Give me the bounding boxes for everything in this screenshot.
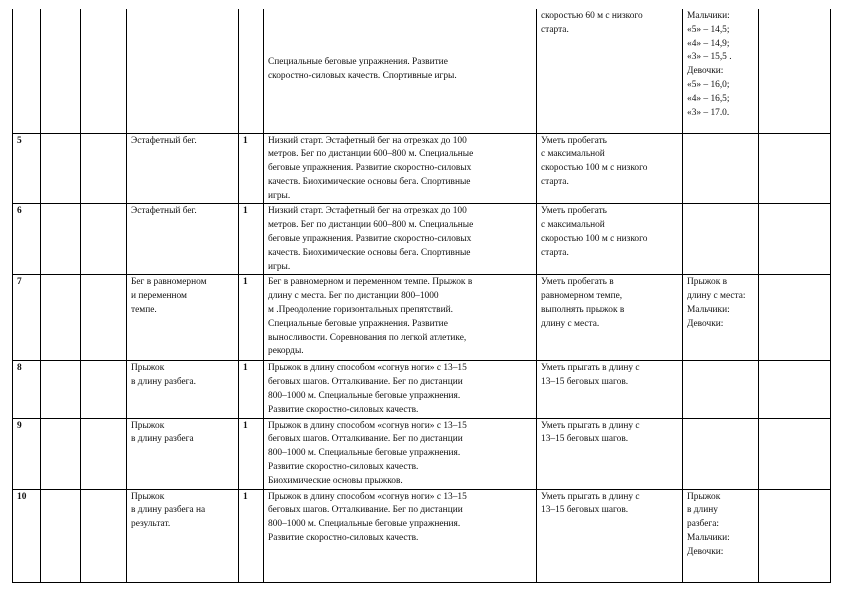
requirement-line: Уметь пробегать в bbox=[541, 277, 614, 288]
lesson-content-line: Специальные беговые упражнения. Развитие bbox=[268, 57, 448, 67]
requirement-line: Уметь пробегать bbox=[541, 206, 607, 217]
hours-cell: 1 bbox=[239, 133, 264, 204]
notes-cell bbox=[759, 489, 831, 582]
norms-cell bbox=[683, 361, 759, 418]
date-plan-cell bbox=[41, 418, 81, 489]
lesson-topic-cell bbox=[127, 133, 239, 204]
lesson-content-line: Низкий старт. Эстафетный бег на отрезках до 100 bbox=[268, 135, 467, 146]
lesson-topic-cell bbox=[127, 418, 239, 489]
norms-cell bbox=[683, 418, 759, 489]
lesson-content-cell bbox=[264, 418, 537, 489]
requirement-line: скоростью 100 м с низкого bbox=[541, 234, 648, 245]
norms-cell bbox=[683, 204, 759, 275]
lesson-content-line: рекорды. bbox=[268, 346, 304, 357]
lesson-content-line: Прыжок в длину способом «согнув ноги» с 13–15 bbox=[268, 420, 467, 431]
lesson-content-line: Бег в равномерном и переменном темпе. Прыжок в bbox=[268, 277, 473, 288]
lesson-topic-cell bbox=[127, 9, 239, 133]
requirement-line: скоростью 100 м с низкого bbox=[541, 163, 648, 174]
norm-line: длину с места: bbox=[687, 291, 746, 302]
lesson-content-line: игры. bbox=[268, 190, 291, 201]
notes-cell bbox=[759, 9, 831, 133]
norm-line: Прыжок bbox=[687, 491, 721, 502]
lesson-plan-table bbox=[12, 9, 831, 583]
date-plan-cell bbox=[41, 275, 81, 361]
table-row bbox=[13, 204, 831, 275]
lesson-number-cell: 8 bbox=[13, 361, 41, 418]
lesson-content-cell bbox=[264, 204, 537, 275]
notes-cell bbox=[759, 275, 831, 361]
table-row bbox=[13, 361, 831, 418]
notes-cell bbox=[759, 133, 831, 204]
date-plan-cell bbox=[41, 489, 81, 582]
lesson-number-cell: 6 bbox=[13, 204, 41, 275]
lesson-content-line: Специальные беговые упражнения. Развитие bbox=[268, 318, 448, 329]
lesson-topic-line: в длину разбега на bbox=[131, 505, 206, 516]
date-fact-cell bbox=[81, 418, 127, 489]
requirement-line: 13–15 беговых шагов. bbox=[541, 505, 629, 516]
lesson-content-line: Биохимические основы прыжков. bbox=[268, 475, 403, 486]
lesson-topic-cell bbox=[127, 361, 239, 418]
norm-line: «3» – 17.0. bbox=[687, 107, 730, 118]
requirements-cell bbox=[537, 361, 683, 418]
lesson-topic-line: Прыжок bbox=[131, 420, 165, 431]
requirements-cell bbox=[537, 489, 683, 582]
lesson-topic-cell bbox=[127, 489, 239, 582]
lesson-content-line: беговые упражнения. Развитие скоростно-силовых bbox=[268, 163, 472, 174]
lesson-topic-cell bbox=[127, 275, 239, 361]
lesson-number-cell: 7 bbox=[13, 275, 41, 361]
lesson-topic-line: Эстафетный бег. bbox=[131, 135, 197, 146]
requirement-line: Уметь прыгать в длину с bbox=[541, 491, 640, 502]
table-row bbox=[13, 489, 831, 582]
lesson-content-cell bbox=[264, 361, 537, 418]
date-fact-cell bbox=[81, 361, 127, 418]
norms-cell bbox=[683, 133, 759, 204]
requirement-line: с максимальной bbox=[541, 149, 605, 160]
norm-line: Прыжок в bbox=[687, 277, 728, 288]
lesson-topic-line: Прыжок bbox=[131, 491, 165, 502]
lesson-content-line: Низкий старт. Эстафетный бег на отрезках до 100 bbox=[268, 206, 467, 217]
table-row bbox=[13, 418, 831, 489]
requirements-cell bbox=[537, 204, 683, 275]
date-plan-cell bbox=[41, 361, 81, 418]
lesson-content-cell bbox=[264, 133, 537, 204]
lesson-content-line: беговых шагов. Отталкивание. Бег по дистанции bbox=[268, 505, 463, 516]
requirement-line: старта. bbox=[541, 247, 569, 258]
requirement-line: Уметь прыгать в длину с bbox=[541, 363, 640, 374]
requirement-line: равномерном темпе, bbox=[541, 291, 623, 302]
lesson-content-cell bbox=[264, 489, 537, 582]
lesson-content-line: метров. Бег по дистанции 600–800 м. Специальные bbox=[268, 220, 474, 231]
norm-line: Мальчики: bbox=[687, 305, 730, 316]
norms-cell bbox=[683, 9, 759, 133]
lesson-content-line: Развитие скоростно-силовых качеств. bbox=[268, 404, 419, 415]
requirement-line: длину с места. bbox=[541, 318, 600, 329]
hours-cell: 1 bbox=[239, 361, 264, 418]
requirement-line: Уметь прыгать в длину с bbox=[541, 420, 640, 431]
norm-line: «5» – 14,5; bbox=[687, 24, 730, 35]
lesson-content-line: выносливости. Соревнования по легкой атлетике, bbox=[268, 332, 467, 343]
lesson-content-line: качеств. Биохимические основы бега. Спортивные bbox=[268, 176, 471, 187]
norms-cell bbox=[683, 275, 759, 361]
lesson-content-line: 800–1000 м. Специальные беговые упражнения. bbox=[268, 448, 461, 459]
norm-line: «5» – 16,0; bbox=[687, 79, 730, 90]
lesson-content-line: Развитие скоростно-силовых качеств. bbox=[268, 462, 419, 473]
norm-line: разбега: bbox=[687, 519, 719, 530]
lesson-content-line: м .Преодоление горизонтальных препятствий. bbox=[268, 305, 453, 316]
lesson-topic-line: результат. bbox=[131, 519, 171, 530]
lesson-content-line: длину с места. Бег по дистанции 800–1000 bbox=[268, 291, 439, 302]
lesson-content-cell bbox=[264, 9, 537, 133]
norm-line: «4» – 16,5; bbox=[687, 93, 730, 104]
lesson-number-cell bbox=[13, 9, 41, 133]
norm-line: в длину bbox=[687, 505, 718, 516]
lesson-content-line: беговых шагов. Отталкивание. Бег по дистанции bbox=[268, 434, 463, 445]
date-plan-cell bbox=[41, 204, 81, 275]
norm-line: Мальчики: bbox=[687, 11, 730, 21]
lesson-content-line: беговых шагов. Отталкивание. Бег по дистанции bbox=[268, 377, 463, 388]
hours-cell: 1 bbox=[239, 489, 264, 582]
lesson-content-line: Прыжок в длину способом «согнув ноги» с 13–15 bbox=[268, 491, 467, 502]
lesson-topic-line: в длину разбега bbox=[131, 434, 194, 445]
lesson-content-line: игры. bbox=[268, 261, 291, 272]
hours-cell: 1 bbox=[239, 418, 264, 489]
table-row bbox=[13, 133, 831, 204]
date-fact-cell bbox=[81, 133, 127, 204]
lesson-content-line: Развитие скоростно-силовых качеств. bbox=[268, 533, 419, 544]
norm-line: Девочки: bbox=[687, 546, 724, 557]
lesson-content-line: Прыжок в длину способом «согнув ноги» с 13–15 bbox=[268, 363, 467, 374]
lesson-content-cell bbox=[264, 275, 537, 361]
date-plan-cell bbox=[41, 9, 81, 133]
lesson-topic-line: Прыжок bbox=[131, 363, 165, 374]
norm-line: «3» – 15,5 . bbox=[687, 52, 732, 63]
lesson-topic-line: Бег в равномерном bbox=[131, 277, 207, 288]
norm-line: Мальчики: bbox=[687, 533, 730, 544]
lesson-content-line: беговые упражнения. Развитие скоростно-силовых bbox=[268, 234, 472, 245]
notes-cell bbox=[759, 361, 831, 418]
date-fact-cell bbox=[81, 204, 127, 275]
requirement-line: Уметь пробегать bbox=[541, 135, 607, 146]
norm-line: «4» – 14,9; bbox=[687, 38, 730, 49]
lesson-topic-line: темпе. bbox=[131, 305, 157, 316]
date-fact-cell bbox=[81, 489, 127, 582]
hours-cell bbox=[239, 9, 264, 133]
date-fact-cell bbox=[81, 9, 127, 133]
table-row bbox=[13, 275, 831, 361]
notes-cell bbox=[759, 418, 831, 489]
requirement-line: 13–15 беговых шагов. bbox=[541, 434, 629, 445]
norm-line: Девочки: bbox=[687, 66, 724, 77]
requirement-line: старта. bbox=[541, 176, 569, 187]
lesson-content-line: 800–1000 м. Специальные беговые упражнения. bbox=[268, 391, 461, 402]
lesson-topic-line: в длину разбега. bbox=[131, 377, 196, 388]
notes-cell bbox=[759, 204, 831, 275]
requirement-line: скоростью 60 м с низкого bbox=[541, 11, 643, 21]
requirement-line: старта. bbox=[541, 24, 569, 35]
lesson-number-cell: 9 bbox=[13, 418, 41, 489]
lesson-content-line: метров. Бег по дистанции 600–800 м. Специальные bbox=[268, 149, 474, 160]
lesson-number-cell: 10 bbox=[13, 489, 41, 582]
lesson-content-line: 800–1000 м. Специальные беговые упражнения. bbox=[268, 519, 461, 530]
requirement-line: выполнять прыжок в bbox=[541, 305, 625, 316]
requirements-cell bbox=[537, 133, 683, 204]
hours-cell: 1 bbox=[239, 204, 264, 275]
date-plan-cell bbox=[41, 133, 81, 204]
requirements-cell bbox=[537, 418, 683, 489]
lesson-content-line: качеств. Биохимические основы бега. Спортивные bbox=[268, 247, 471, 258]
requirement-line: с максимальной bbox=[541, 220, 605, 231]
table-row bbox=[13, 9, 831, 133]
lesson-topic-line: и переменном bbox=[131, 291, 187, 302]
lesson-topic-cell bbox=[127, 204, 239, 275]
lesson-number-cell: 5 bbox=[13, 133, 41, 204]
requirements-cell bbox=[537, 9, 683, 133]
requirements-cell bbox=[537, 275, 683, 361]
lesson-topic-line: Эстафетный бег. bbox=[131, 206, 197, 217]
lesson-content-line: скоростно-силовых качеств. Спортивные игры. bbox=[268, 70, 457, 81]
hours-cell: 1 bbox=[239, 275, 264, 361]
norm-line: Девочки: bbox=[687, 318, 724, 329]
requirement-line: 13–15 беговых шагов. bbox=[541, 377, 629, 388]
norms-cell bbox=[683, 489, 759, 582]
date-fact-cell bbox=[81, 275, 127, 361]
